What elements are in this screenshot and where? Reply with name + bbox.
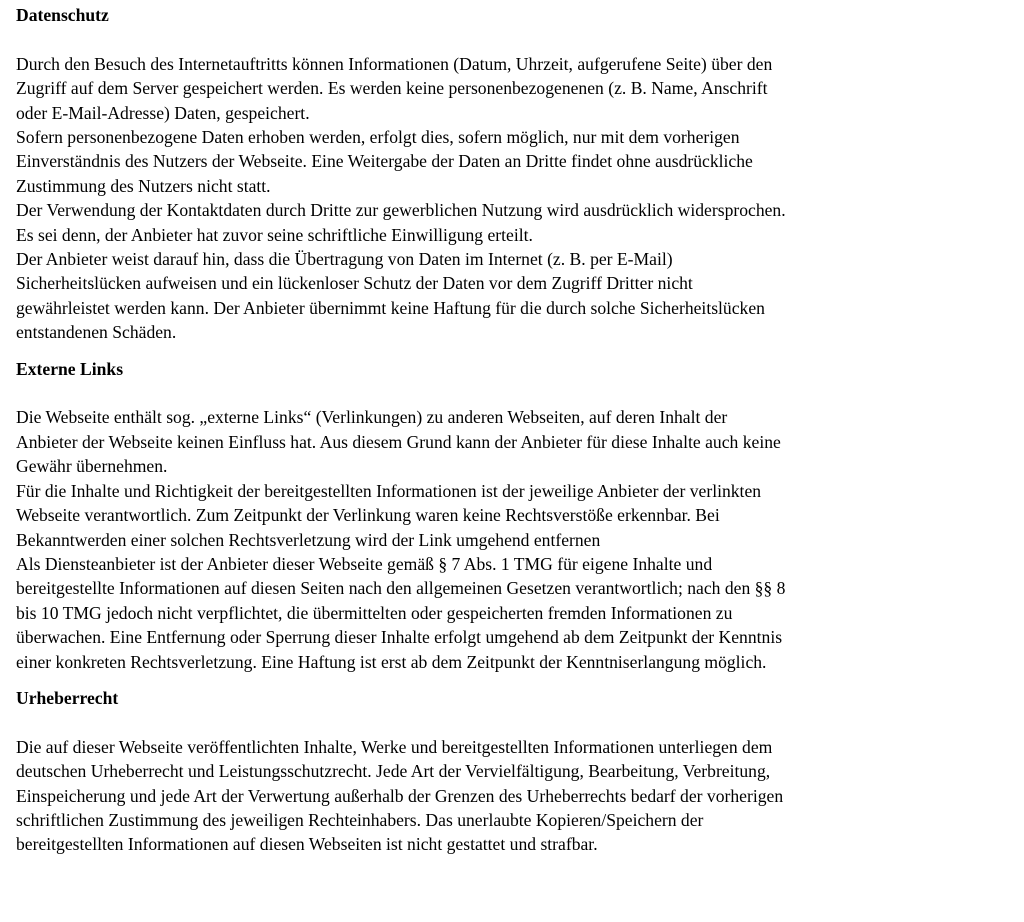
text-line: Anbieter der Webseite keinen Einfluss hat. Aus diesem Grund kann der Anbieter für diese Inhalte auch keine: [16, 431, 781, 452]
text-line: Webseite verantwortlich. Zum Zeitpunkt der Verlinkung waren keine Rechtsverstöße erkennbar. Bei: [16, 505, 720, 526]
text-line: gewährleistet werden kann. Der Anbieter übernimmt keine Haftung für die durch solche Sicherheitslücken: [16, 297, 765, 318]
text-line: Gewähr übernehmen.: [16, 456, 168, 477]
text-line: Durch den Besuch des Internetauftritts können Informationen (Datum, Uhrzeit, aufgerufene Seite) über den: [16, 53, 773, 74]
section-heading: Datenschutz: [16, 5, 109, 25]
text-line: Bekanntwerden einer solchen Rechtsverletzung wird der Link umgehend entfernen: [16, 529, 601, 550]
text-line: Der Anbieter weist darauf hin, dass die Übertragung von Daten im Internet (z. B. per E-Mail): [16, 249, 673, 270]
text-line: Es sei denn, der Anbieter hat zuvor seine schriftliche Einwilligung erteilt.: [16, 224, 533, 245]
section-externe-links: [16, 357, 1008, 674]
text-line: schriftlichen Zustimmung des jeweiligen Rechteinhabers. Das unerlaubte Kopieren/Speichern der: [16, 809, 704, 830]
text-line: Für die Inhalte und Richtigkeit der bereitgestellten Informationen ist der jeweilige Anbieter der verlinkten: [16, 480, 762, 501]
text-line: Die auf dieser Webseite veröffentlichten Inhalte, Werke und bereitgestellten Informationen unterliegen dem: [16, 736, 773, 757]
text-line: Die Webseite enthält sog. „externe Links“ (Verlinkungen) zu anderen Webseiten, auf deren Inhalt der: [16, 407, 728, 428]
text-line: bereitgestellte Informationen auf diesen Seiten nach den allgemeinen Gesetzen verantwortlich; nach den §§ 8: [16, 578, 786, 599]
text-line: bereitgestellten Informationen auf diesen Webseiten ist nicht gestattet und strafbar.: [16, 834, 598, 855]
section-urheberrecht: [16, 686, 1008, 857]
text-line: Sofern personenbezogene Daten erhoben werden, erfolgt dies, sofern möglich, nur mit dem vorherigen: [16, 127, 740, 148]
text-line: überwachen. Eine Entfernung oder Sperrung dieser Inhalte erfolgt umgehend ab dem Zeitpunkt der Kenntnis: [16, 627, 783, 648]
section-heading: Urheberrecht: [16, 687, 119, 708]
text-line: Zugriff auf dem Server gespeichert werden. Es werden keine personenbezogenenen (z. B. Name, Anschrift: [16, 78, 768, 99]
section-heading: Externe Links: [16, 358, 124, 379]
section-body: [16, 405, 1008, 673]
text-line: Als Diensteanbieter ist der Anbieter dieser Webseite gemäß § 7 Abs. 1 TMG für eigene Inhalte und: [16, 553, 713, 574]
text-line: deutschen Urheberrecht und Leistungsschutzrecht. Jede Art der Vervielfältigung, Bearbeitung, Verbreitung,: [16, 761, 771, 782]
text-line: Einspeicherung und jede Art der Verwertung außerhalb der Grenzen des Urheberrechts bedarf der vorherigen: [16, 785, 784, 806]
section-body: [16, 735, 1008, 857]
text-line: Einverständnis des Nutzers der Webseite. Eine Weitergabe der Daten an Dritte findet ohne ausdrückliche: [16, 151, 753, 172]
section-body: [16, 52, 1008, 345]
section-datenschutz: [16, 3, 1008, 345]
text-line: bis 10 TMG jedoch nicht verpflichtet, die übermittelten oder gespeicherten fremden Informationen zu: [16, 602, 733, 623]
text-line: Sicherheitslücken aufweisen und ein lückenloser Schutz der Daten vor dem Zugriff Dritter nicht: [16, 273, 693, 294]
text-line: Zustimmung des Nutzers nicht statt.: [16, 175, 271, 196]
text-line: oder E-Mail-Adresse) Daten, gespeichert.: [16, 102, 310, 123]
text-line: Der Verwendung der Kontaktdaten durch Dritte zur gewerblichen Nutzung wird ausdrücklich widersprochen.: [16, 200, 786, 221]
text-line: einer konkreten Rechtsverletzung. Eine Haftung ist erst ab dem Zeitpunkt der Kenntniserlangung möglich.: [16, 651, 767, 672]
text-line: entstandenen Schäden.: [16, 322, 177, 343]
